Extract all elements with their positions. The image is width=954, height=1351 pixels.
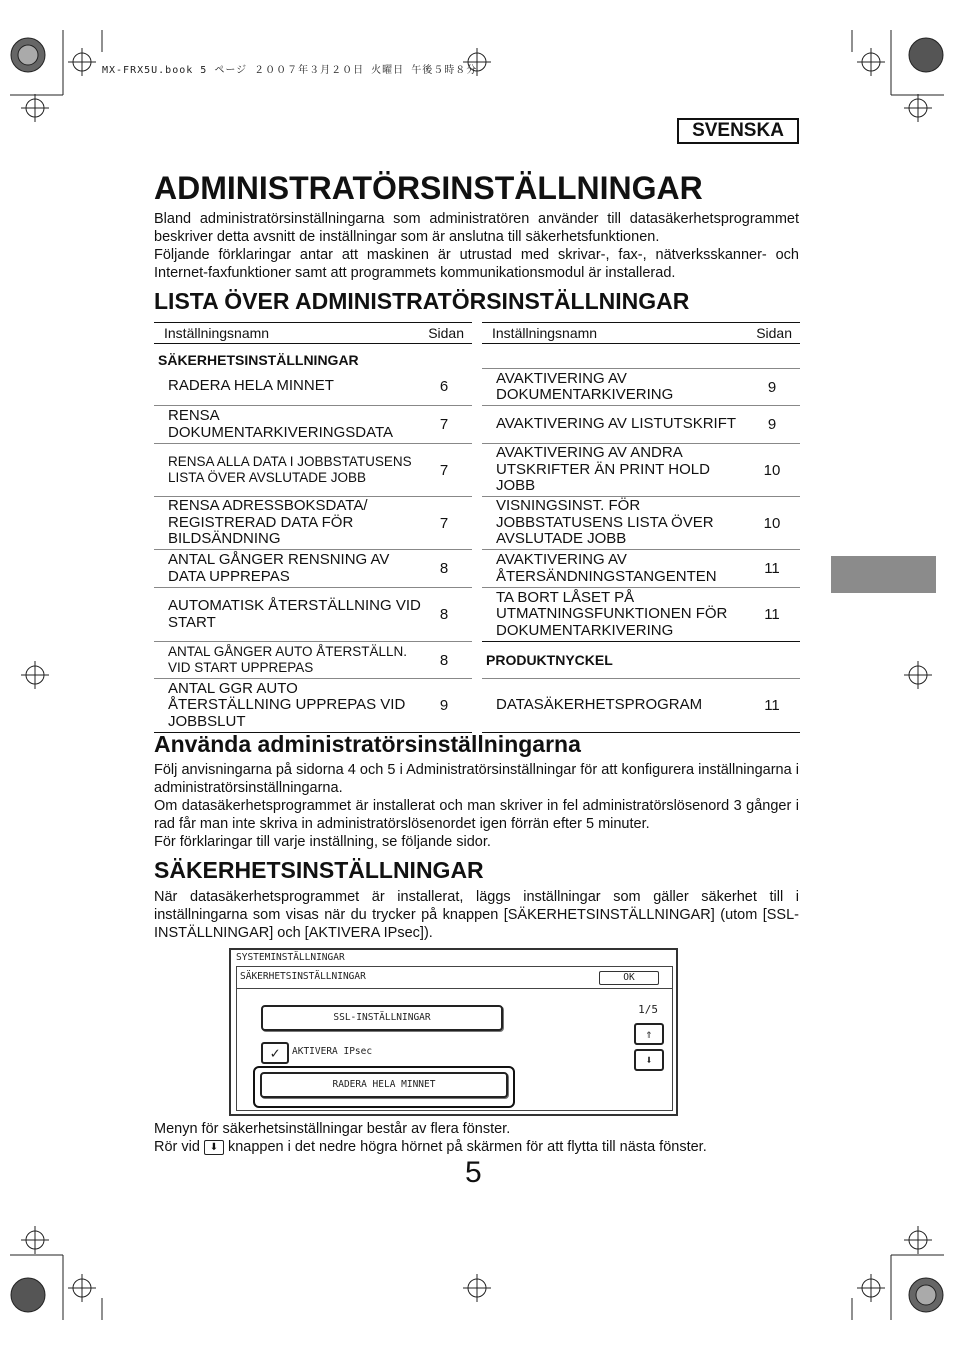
scroll-up-button[interactable] [634, 1023, 664, 1045]
table-row: AUTOMATISK ÅTERSTÄLLNING VID START 8 [154, 588, 472, 642]
use-paragraph-3: För förklaringar till varje inställning, se följande sidor. [154, 834, 491, 850]
footer-line-2: Rör vid ⬇ knappen i det nedre högra hörnet på skärmen för att flytta till nästa fönster. [154, 1139, 707, 1155]
page-number: 5 [465, 1156, 482, 1189]
table-row: ANTAL GGR AUTO ÅTERSTÄLLNING UPPREPAS VID JOBBSLUT 9 [154, 679, 472, 733]
table-row: ANTAL GÅNGER RENSNING AV DATA UPPREPAS 8 [154, 550, 472, 588]
page-indicator: 1/5 [638, 1003, 658, 1016]
page-title: ADMINISTRATÖRSINSTÄLLNINGAR [154, 170, 703, 206]
table-row: RENSA ADRESSBOKSDATA/ REGISTRERAD DATA FÖR BILDSÄNDNING 7 [154, 497, 472, 550]
table-row: AVAKTIVERING AV ÅTERSÄNDNINGSTANGENTEN 11 [482, 550, 800, 588]
clear-all-memory-button[interactable]: RADERA HELA MINNET [260, 1072, 508, 1098]
use-text [154, 761, 799, 851]
table-section-security: SÄKERHETSINSTÄLLNINGAR [158, 351, 359, 368]
security-heading: SÄKERHETSINSTÄLLNINGAR [154, 857, 484, 883]
table-row: RENSA DOKUMENTARKIVERINGSDATA 7 [154, 406, 472, 444]
ok-button[interactable]: OK [599, 971, 659, 985]
footer-text [154, 1120, 799, 1156]
intro-paragraph-1: Bland administratörsinställningarna som administratören använder till datasäkerhetsprogrammet beskriver detta avsnitt de inställningar som är anslutna till säkerhetsfunktionen. [154, 211, 799, 245]
screen-inner [236, 966, 673, 1111]
table-row: VISNINGSINST. FÖR JOBBSTATUSENS LISTA ÖVER AVSLUTADE JOBB 10 [482, 497, 800, 550]
print-header-line: MX-FRX5U.book 5 ページ ２００７年３月２０日 火曜日 午後５時８分 [102, 65, 478, 76]
use-heading: Använda administratörsinställningarna [154, 731, 581, 757]
column-header-page: Sidan [756, 325, 792, 341]
arrow-up-icon: ⇑ [645, 1027, 653, 1041]
section-side-tab [831, 556, 936, 593]
screen-separator [237, 988, 672, 989]
screen-sub-title: SÄKERHETSINSTÄLLNINGAR [240, 971, 366, 982]
table-row: ANTAL GÅNGER AUTO ÅTERSTÄLLN. VID START UPPREPAS 8 [154, 642, 472, 679]
table-row: RADERA HELA MINNET 6 [154, 368, 472, 406]
table-spacer [482, 344, 800, 368]
table-row: AVAKTIVERING AV ANDRA UTSKRIFTER ÄN PRINT HOLD JOBB 10 [482, 444, 800, 497]
use-paragraph-1: Följ anvisningarna på sidorna 4 och 5 i Administratörsinställningar för att konfigurera inställningarna i administratörsinställningarna. [154, 762, 799, 796]
arrow-down-icon: ⬇ [204, 1140, 224, 1155]
scroll-down-button[interactable] [634, 1049, 664, 1071]
column-header-name: Inställningsnamn [492, 325, 598, 341]
arrow-down-icon: ⬇ [645, 1053, 653, 1067]
table-row: RENSA ALLA DATA I JOBBSTATUSENS LISTA ÖVER AVSLUTADE JOBB 7 [154, 444, 472, 497]
ipsec-checkbox[interactable] [261, 1042, 289, 1064]
intro-text [154, 210, 799, 282]
screen-top-title: SYSTEMINSTÄLLNINGAR [236, 952, 345, 963]
table-section-product-key: PRODUKTNYCKEL [482, 642, 800, 679]
footer-line-1: Menyn för säkerhetsinställningar består av flera fönster. [154, 1121, 511, 1137]
table-row: AVAKTIVERING AV LISTUTSKRIFT 9 [482, 406, 800, 444]
list-heading: LISTA ÖVER ADMINISTRATÖRSINSTÄLLNINGAR [154, 288, 690, 314]
table-row: DATASÄKERHETSPROGRAM 11 [482, 679, 800, 733]
checkmark-icon: ✓ [270, 1044, 280, 1062]
security-settings-screen [229, 948, 678, 1116]
ssl-settings-button[interactable]: SSL-INSTÄLLNINGAR [261, 1005, 503, 1031]
security-text: När datasäkerhetsprogrammet är installerat, läggs inställningar som gäller säkerhet till i inställningarna som visas när du trycker på knappen [SÄKERHETSINSTÄLLNINGAR] (utom [SSL-INSTÄLLNINGAR] och [AKTIVERA IPsec]). [154, 889, 799, 941]
table-row: AVAKTIVERING AV DOKUMENTARKIVERING 9 [482, 368, 800, 406]
column-header-page: Sidan [428, 325, 464, 341]
settings-table-left [154, 322, 472, 733]
language-badge: SVENSKA [677, 118, 799, 144]
intro-paragraph-2: Följande förklaringar antar att maskinen är utrustad med skrivar-, fax-, nätverksskanner- och Internet-faxfunktioner samt att programmets kommunikationsmodul är installerad. [154, 247, 799, 281]
table-header [154, 322, 472, 344]
settings-table-right [482, 322, 800, 733]
table-row: TA BORT LÅSET PÅ UTMATNINGSFUNKTIONEN FÖR DOKUMENTARKIVERING 11 [482, 588, 800, 642]
column-header-name: Inställningsnamn [164, 325, 270, 341]
use-paragraph-2: Om datasäkerhetsprogrammet är installerat och man skriver in fel administratörslösenord 3 gånger i rad får man inte skriva in administratörslösenordet igen förrän efter 5 minuter. [154, 798, 799, 832]
table-header [482, 322, 800, 344]
ipsec-label: AKTIVERA IPsec [292, 1046, 373, 1057]
